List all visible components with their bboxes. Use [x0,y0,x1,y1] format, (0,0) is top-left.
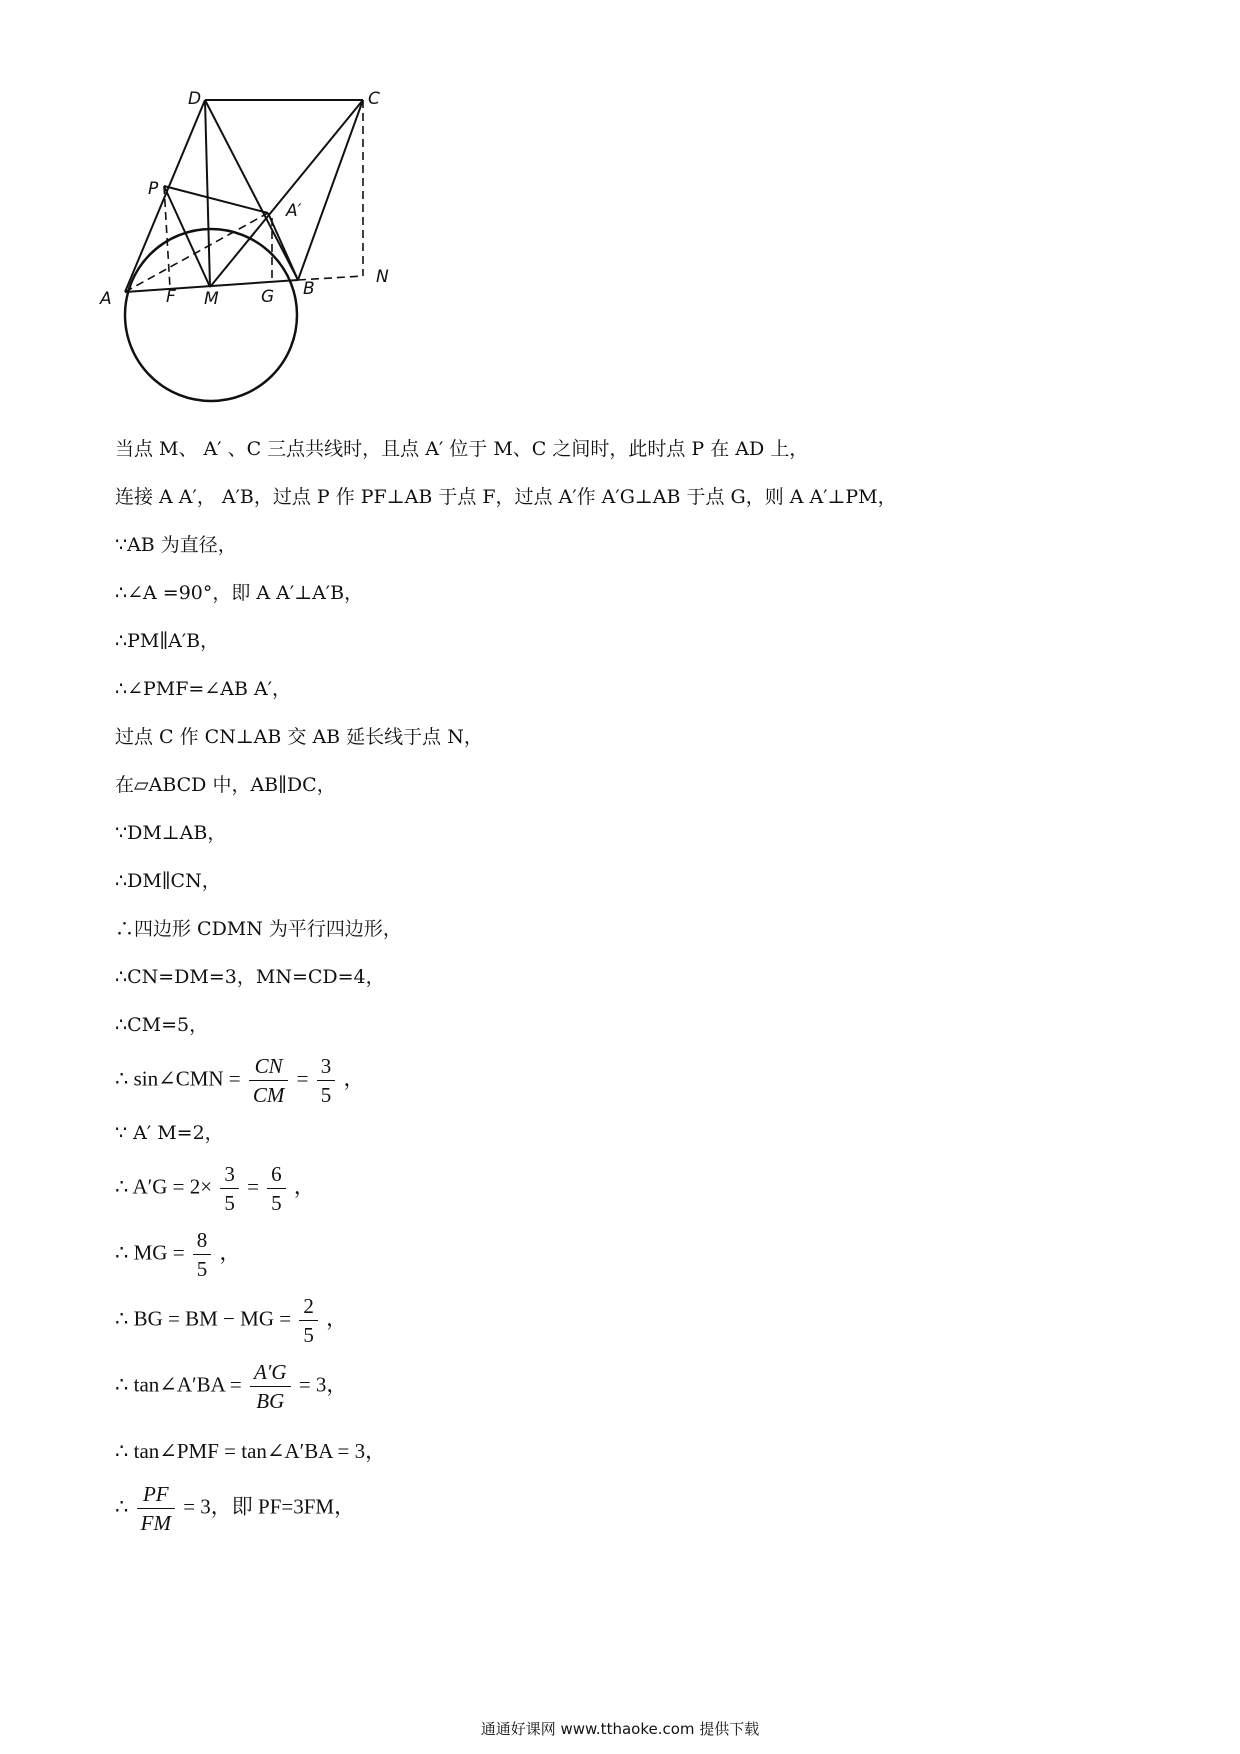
text-line-7: 过点 C 作 CN⊥AB 交 AB 延长线于点 N， [115,726,483,748]
text-line-2: 连接 A A′， A′B，过点 P 作 PF⊥AB 于点 F，过点 A′作 A′G⊥AB 于点 G，则 A A′⊥PM， [115,486,897,508]
fraction-2-5 [299,1292,318,1349]
label-G: G [261,287,275,307]
label-F: F [166,287,176,307]
numerator: 8 [193,1226,212,1255]
formula-prefix: ∴ sin∠CMN = [115,1066,241,1091]
denominator: 5 [196,1257,208,1281]
label-C: C [368,89,380,109]
text-line-15: ∵ A′ M=2， [115,1122,224,1144]
text-line-8: 在▱ABCD 中，AB∥DC， [115,774,336,796]
fraction-CN-CM [249,1052,289,1109]
numerator: 3 [317,1052,336,1081]
label-P: P [148,179,159,199]
text-line-12: ∴CN=DM=3，MN=CD=4， [115,966,385,988]
text-line-10: ∴DM∥CN， [115,870,221,892]
formula-prefix: ∴ A′G = 2× [115,1174,213,1199]
numerator: PF [137,1480,175,1509]
segment-DM [205,100,210,287]
text-line-3: ∵AB 为直径， [115,534,237,556]
denominator: FM [140,1511,171,1535]
formula-suffix: ， [326,1306,348,1331]
numerator: 3 [220,1160,239,1189]
label-D: D [188,89,202,109]
label-M: M [204,289,219,309]
label-N: N [376,267,389,287]
segment-DB [205,100,298,280]
denominator: 5 [224,1191,235,1215]
label-A-prime: A′ [286,201,302,221]
text-line-9: ∵DM⊥AB， [115,822,227,844]
segment-AD [125,100,205,292]
formula-A-prime-G [115,1160,315,1217]
fraction-6-5 [267,1160,286,1217]
text-line-6: ∴∠PMF=∠AB A′， [115,678,292,700]
formula-prefix: ∴ BG = BM − MG = [115,1306,292,1331]
numerator: CN [249,1052,289,1081]
formula-BG [115,1292,347,1349]
label-B: B [303,279,315,299]
text-line-11: ∴四边形 CDMN 为平行四边形， [115,918,402,940]
formula-prefix: ∴ MG = [115,1240,185,1265]
text-line-1: 当点 M、 A′ 、C 三点共线时，且点 A′ 位于 M、C 之间时，此时点 P 在 AD 上， [115,438,809,460]
equals-sign: = [247,1174,259,1199]
fraction-PF-over-FM [137,1480,175,1537]
label-A: A [100,289,112,309]
geometry-figure [100,90,460,420]
numerator: A′G [250,1358,291,1387]
formula-prefix: ∴ [115,1494,129,1519]
text-line-5: ∴PM∥A′B， [115,630,220,652]
denominator: 5 [271,1191,282,1215]
denominator: 5 [303,1323,314,1347]
denominator: CM [252,1083,285,1107]
fraction-8-5 [193,1226,212,1283]
formula-suffix: ， [343,1066,365,1091]
numerator: 2 [299,1292,318,1321]
formula-suffix: ， [219,1240,241,1265]
denominator: 5 [320,1083,332,1107]
formula-suffix: = 3，即 PF=3FM， [183,1494,356,1519]
formula-tan-A-prime-BA [115,1358,347,1415]
segment-PM [164,186,210,287]
text-line-13: ∴CM=5， [115,1014,209,1036]
fraction-3-5 [317,1052,336,1109]
numerator: 6 [267,1160,286,1189]
segment-AA-prime [125,213,268,292]
formula-tan-PMF: ∴ tan∠PMF = tan∠A′BA = 3， [115,1439,387,1463]
fraction-3-5 [220,1160,239,1217]
geometry-diagram [100,90,460,420]
denominator: BG [256,1389,285,1413]
equals-sign: = [296,1066,309,1091]
circle [125,229,297,401]
fraction-A-prime-G-over-BG [250,1358,291,1415]
formula-MG [115,1226,241,1283]
segment-BC [298,100,363,280]
segment-PF [164,186,170,288]
formula-suffix: = 3， [298,1372,348,1397]
formula-prefix: ∴ tan∠A′BA = [115,1372,242,1397]
text-line-4: ∴∠A =90°，即 A A′⊥A′B， [115,582,364,604]
formula-sin-CMN [115,1052,365,1109]
page-footer: 通通好课网 www.tthaoke.com 提供下载 [480,1720,760,1738]
formula-PF-FM [115,1480,355,1537]
formula-suffix: ， [293,1174,315,1199]
